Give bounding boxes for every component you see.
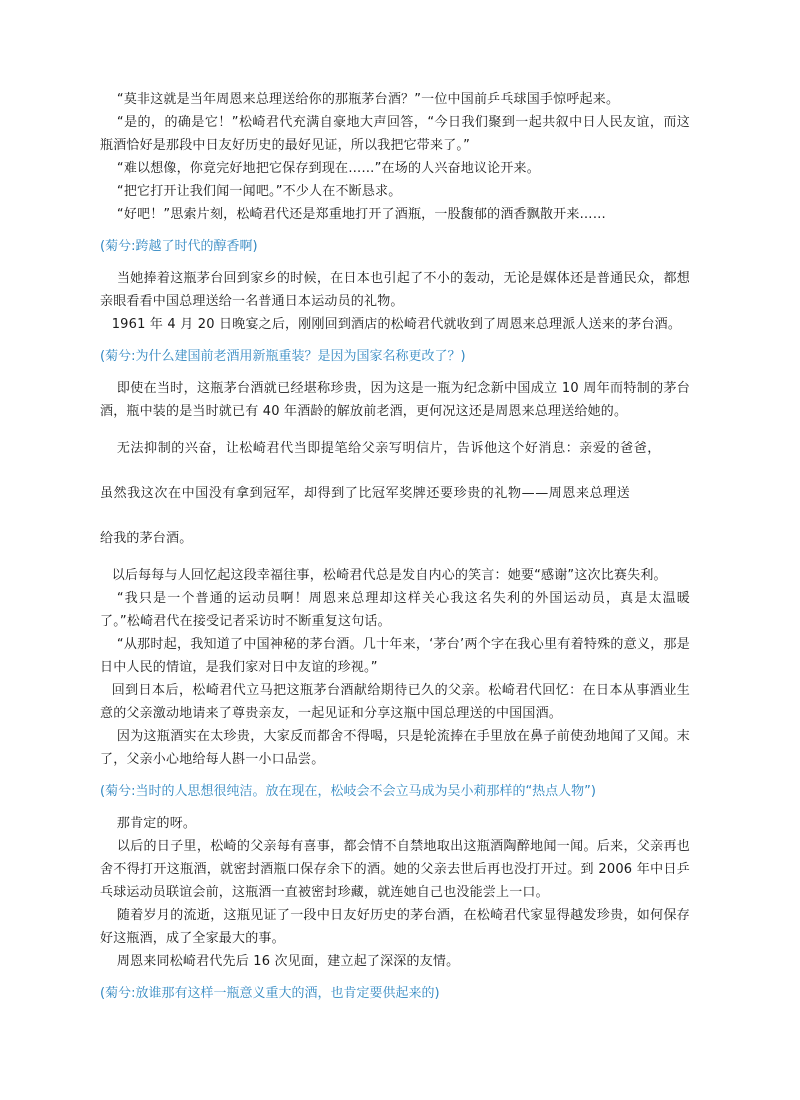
paragraph: “是的，的确是它！”松崎君代充满自豪地大声回答，“今日我们聚到一起共叙中日人民友谊，而这瓶酒恰好是那段中日友好历史的最好见证，所以我把它带来了。” (100, 115, 690, 153)
paragraph: 以后每每与人回忆起这段幸福往事，松崎君代总是发自内心的笑言：她要“感谢”这次比赛失利。 (111, 568, 667, 583)
paragraph: 1961 年 4 月 20 日晚宴之后，刚刚回到酒店的松崎君代就收到了周恩来总理派人送来的茅台酒。 (111, 317, 682, 332)
paragraph-line: 给我的茅台酒。 (100, 531, 193, 546)
editor-note: (菊兮:跨越了时代的醇香啊) (100, 239, 258, 254)
paragraph: “从那时起，我知道了中国神秘的茅台酒。几十年来，‘茅台’两个字在我心里有着特殊的意义，那是日中人民的情谊，是我们家对日中友谊的珍视。” (100, 637, 690, 675)
paragraph: 随着岁月的流逝，这瓶见证了一段中日友好历史的茅台酒，在松崎君代家显得越发珍贵，如何保存好这瓶酒，成了全家最大的事。 (100, 908, 690, 946)
paragraph: “难以想像，你竟完好地把它保存到现在……”在场的人兴奋地议论开来。 (116, 161, 540, 176)
paragraph-line: 无法抑制的兴奋，让松崎君代当即提笔给父亲写明信片，告诉他这个好消息：亲爱的爸爸， (116, 441, 661, 456)
paragraph: 以后的日子里，松崎的父亲每有喜事，都会情不自禁地取出这瓶酒陶醉地闻一闻。后来，父亲再也舍不得打开这瓶酒，就密封酒瓶口保存余下的酒。她的父亲去世后再也没打开过。到 2006 年中日乒乓球运动员联谊会前，这瓶酒一直被密封珍藏，就连她自己也没能尝上一口。 (100, 839, 690, 900)
editor-note: (菊兮:当时的人思想很纯洁。放在现在，松岐会不会立马成为吴小莉那样的“热点人物”) (100, 784, 596, 799)
paragraph: “莫非这就是当年周恩来总理送给你的那瓶茅台酒？”一位中国前乒乓球国手惊呼起来。 (116, 92, 620, 107)
paragraph: 回到日本后，松崎君代立马把这瓶茅台酒献给期待已久的父亲。松崎君代回忆：在日本从事酒业生意的父亲激动地请来了尊贵亲友，一起见证和分享这瓶中国总理送的中国国酒。 (100, 683, 690, 721)
paragraph: 因为这瓶酒实在太珍贵，大家反而都舍不得喝，只是轮流捧在手里放在鼻子前使劲地闻了又闻。末了，父亲小心地给每人斟一小口品尝。 (100, 729, 690, 767)
paragraph: “我只是一个普通的运动员啊！周恩来总理却这样关心我这名失利的外国运动员，真是太温暖了。”松崎君代在接受记者采访时不断重复这句话。 (100, 591, 690, 629)
paragraph: 那肯定的呀。 (116, 816, 197, 831)
paragraph: 周恩来同松崎君代先后 16 次见面，建立起了深深的友情。 (116, 954, 460, 969)
paragraph-line: 虽然我这次在中国没有拿到冠军，却得到了比冠军奖牌还要珍贵的礼物——周恩来总理送 (100, 486, 631, 501)
paragraph: “好吧！”思索片刻，松崎君代还是郑重地打开了酒瓶，一股馥郁的酒香飘散开来…… (116, 207, 606, 222)
paragraph: 当她捧着这瓶茅台回到家乡的时候，在日本也引起了不小的轰动，无论是媒体还是普通民众，都想亲眼看看中国总理送给一名普通日本运动员的礼物。 (100, 271, 690, 309)
paragraph: “把它打开让我们闻一闻吧。”不少人在不断恳求。 (116, 184, 402, 199)
editor-note: (菊兮:为什么建国前老酒用新瓶重装？是因为国家名称更改了？) (100, 349, 466, 364)
paragraph: 即使在当时，这瓶茅台酒就已经堪称珍贵，因为这是一瓶为纪念新中国成立 10 周年而特制的茅台酒，瓶中装的是当时就已有 40 年酒龄的解放前老酒，更何况这还是周恩来总理送给她的。 (100, 381, 690, 419)
document-page (100, 88, 690, 1005)
editor-note: (菊兮:放谁那有这样一瓶意义重大的酒，也肯定要供起来的) (100, 986, 440, 1001)
